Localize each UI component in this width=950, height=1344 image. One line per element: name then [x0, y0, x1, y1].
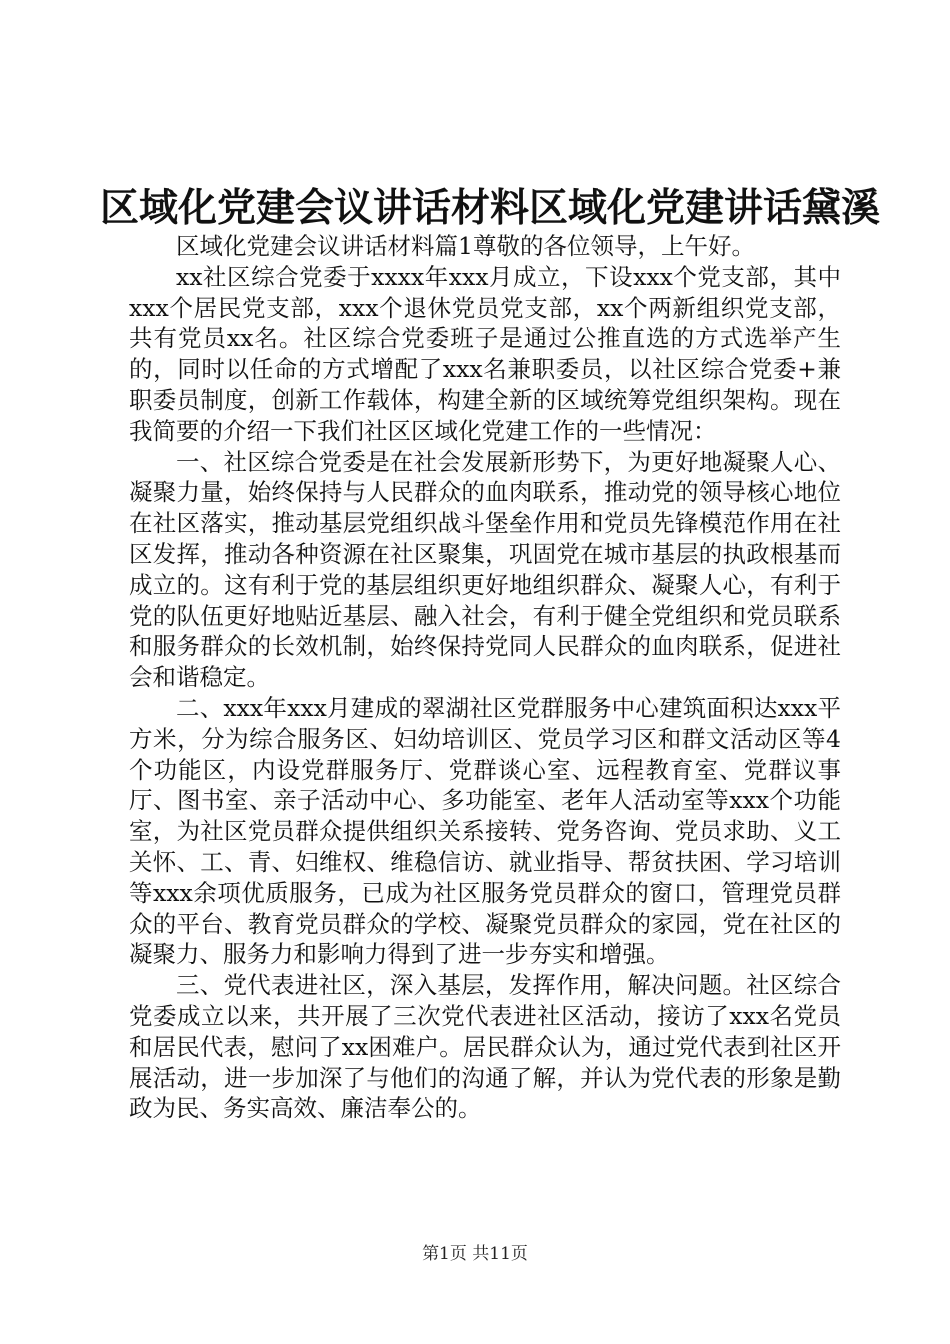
paragraph-intro: 区域化党建会议讲话材料篇1尊敬的各位领导，上午好。 — [176, 232, 755, 260]
document-body — [129, 231, 841, 1124]
paragraph-section-one: 一、社区综合党委是在社会发展新形势下，为更好地凝聚人心、凝聚力量，始终保持与人民群众的血肉联系，推动党的领导核心地位在社区落实，推动基层党组织战斗堡垒作用和党员先锋模范作用在社区发挥，推动各种资源在社区聚集，巩固党在城市基层的执政根基而成立的。这有利于党的基层组织更好地组织群众、凝聚人心，有利于党的队伍更好地贴近基层、融入社会，有利于健全党组织和党员联系和服务群众的长效机制，始终保持党同人民群众的血肉联系，促进社会和谐稳定。 — [129, 447, 841, 692]
document-title: 区域化党建会议讲话材料区域化党建讲话黛溪 — [100, 185, 881, 231]
paragraph-section-three: 三、党代表进社区，深入基层，发挥作用，解决问题。社区综合党委成立以来，共开展了三次党代表进社区活动，接访了xxx名党员和居民代表，慰问了xx困难户。居民群众认为，通过党代表到社区开展活动，进一步加深了与他们的沟通了解，并认为党代表的形象是勤政为民、务实高效、廉洁奉公的。 — [129, 971, 841, 1123]
page-number-footer: 第1页 共11页 — [422, 1244, 528, 1264]
paragraph-section-two: 二、xxx年xxx月建成的翠湖社区党群服务中心建筑面积达xxx平方米，分为综合服务区、妇幼培训区、党员学习区和群文活动区等4个功能区，内设党群服务厅、党群谈心室、远程教育室、党群议事厅、图书室、亲子活动中心、多功能室、老年人活动室等xxx个功能室，为社区党员群众提供组织关系接转、党务咨询、党员求助、义工关怀、工、青、妇维权、维稳信访、就业指导、帮贫扶困、学习培训等xxx余项优质服务，已成为社区服务党员群众的窗口，管理党员群众的平台、教育党员群众的学校、凝聚党员群众的家园，党在社区的凝聚力、服务力和影响力得到了进一步夯实和增强。 — [129, 693, 841, 969]
paragraph-overview: xx社区综合党委于xxxx年xxx月成立，下设xxx个党支部，其中xxx个居民党支部，xxx个退休党员党支部，xx个两新组织党支部，共有党员xx名。社区综合党委班子是通过公推直选的方式选举产生的，同时以任命的方式增配了xxx名兼职委员，以社区综合党委+兼职委员制度，创新工作载体，构建全新的区域统筹党组织架构。现在我简要的介绍一下我们社区区域化党建工作的一些情况： — [129, 262, 841, 445]
